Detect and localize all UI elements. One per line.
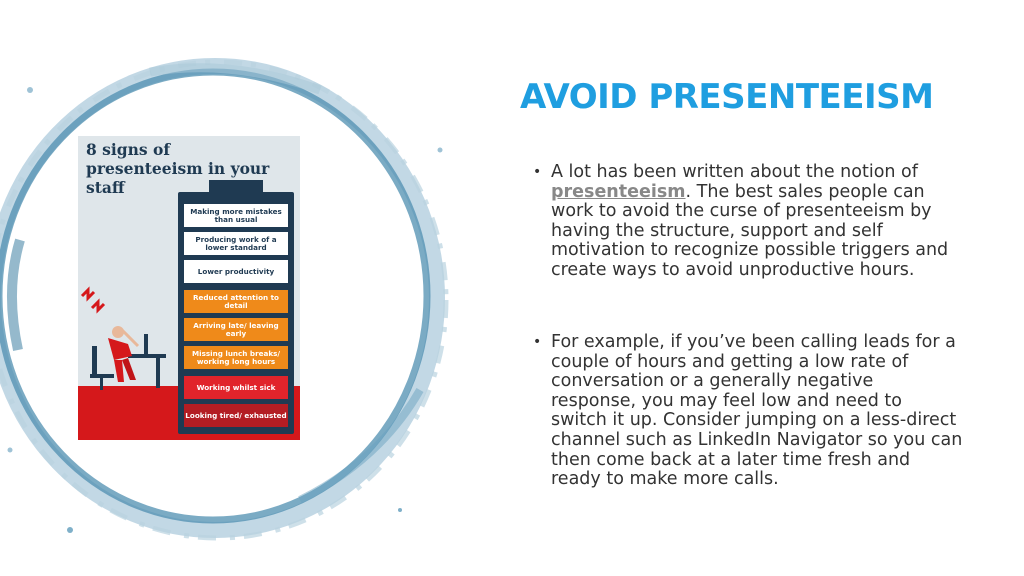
- bullet-text-after: . The best sales people can work to avoid the curse of presenteeism by having the structure, support and self motivation to recognize possible triggers and create ways to avoid unproductive hours.: [551, 181, 949, 280]
- infographic-title: 8 signs of presenteeism in your staff: [86, 140, 270, 197]
- sign-cell: Missing lunch breaks/ working long hours: [184, 346, 288, 369]
- bullet-dot: •: [533, 334, 542, 350]
- bullet-dot: •: [533, 164, 542, 180]
- bullet-item: [533, 163, 963, 281]
- stressed-worker-illustration: [78, 286, 178, 396]
- bullet-text: For example, if you’ve been calling leads for a couple of hours and getting a low rate of conversation or a generally negative response, you may feel low and need to switch it up. Consider jumping on a less-direct channel such as LinkedIn Navigator so you can then come back at a later time fresh and ready to make more calls.: [551, 332, 963, 490]
- bullet-item: [533, 333, 963, 490]
- presenteeism-infographic: [78, 136, 300, 440]
- battery-cap: [209, 180, 263, 192]
- bullet-text: [551, 163, 963, 281]
- bullet-text-before: A lot has been written about the notion of: [551, 162, 918, 182]
- sign-cell: Producing work of a lower standard: [184, 232, 288, 255]
- presenteeism-link[interactable]: presenteeism: [551, 181, 686, 202]
- slide-title: AVOID PRESENTEEISM: [520, 77, 934, 117]
- sign-cell: Making more mistakes than usual: [184, 204, 288, 227]
- sign-cell: Arriving late/ leaving early: [184, 318, 288, 341]
- sign-cell: Reduced attention to detail: [184, 290, 288, 313]
- sign-cell: Lower productivity: [184, 260, 288, 283]
- sign-cell: Looking tired/ exhausted: [184, 404, 288, 427]
- sign-cell: Working whilst sick: [184, 376, 288, 399]
